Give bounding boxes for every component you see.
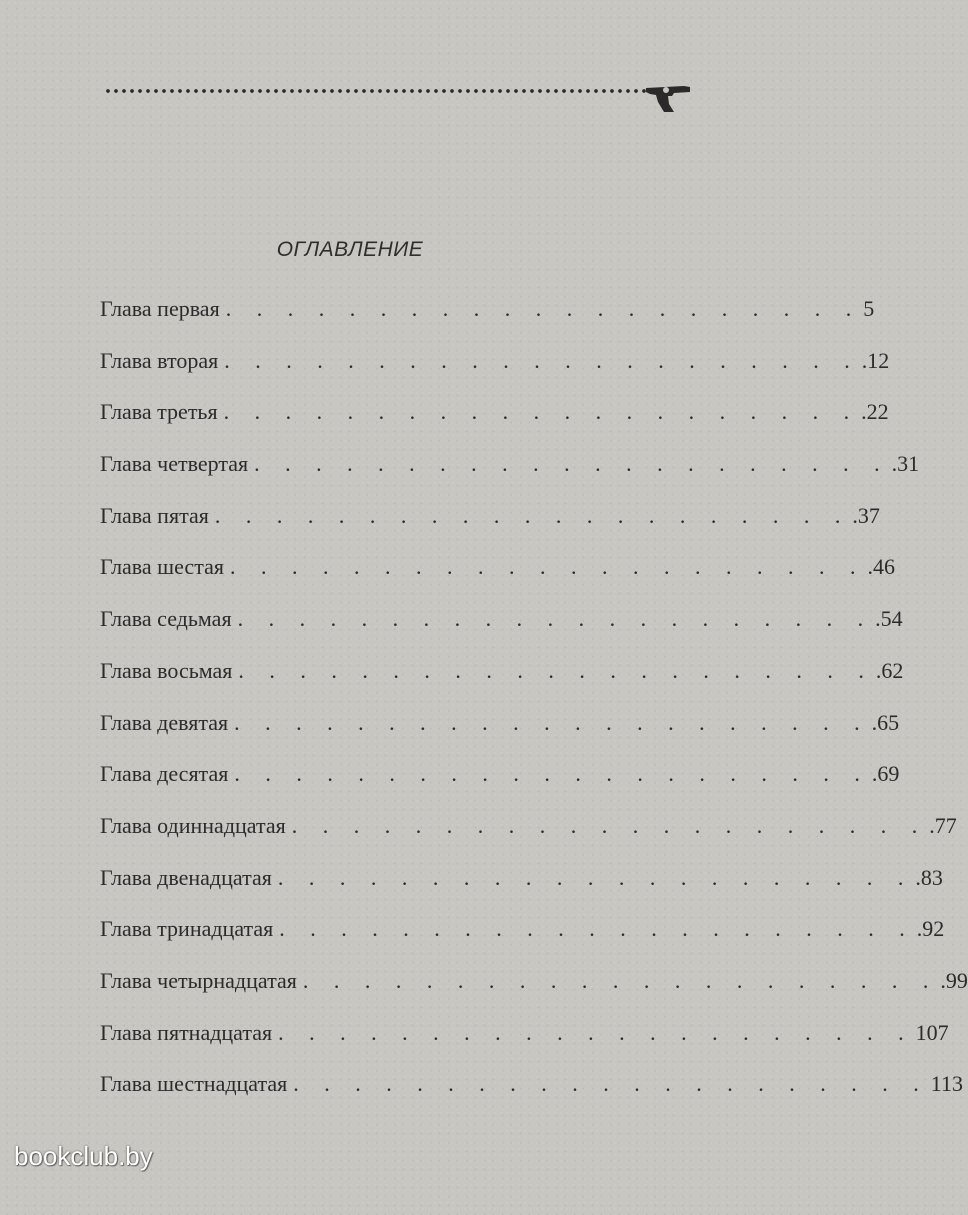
revolver-icon — [644, 78, 694, 114]
toc-entry-page: .62 — [875, 657, 904, 683]
toc-entry-leader: . . . . . . . . . . . . . . . . . . . . . — [302, 967, 939, 993]
toc-entry-page: .46 — [867, 554, 895, 580]
toc-entry-leader: . . . . . . . . . . . . . . . . . . . . . — [293, 1071, 929, 1097]
toc-entry-page: 107 — [915, 1019, 949, 1045]
toc-entry-page: 113 — [930, 1071, 963, 1097]
toc-entry-label: Глава четырнадцатая — [100, 967, 297, 993]
toc-entry-leader: . . . . . . . . . . . . . . . . . . . . . — [291, 812, 928, 838]
toc-entry-leader: . . . . . . . . . . . . . . . . . . . . . — [234, 761, 870, 787]
toc-entry-page: .65 — [871, 709, 900, 735]
toc-entry — [100, 296, 875, 348]
toc-entry-page: .22 — [861, 399, 889, 425]
toc-entry — [100, 657, 904, 710]
toc-entry-label: Глава девятая — [100, 709, 229, 735]
toc-entry — [100, 1019, 949, 1072]
toc-entry-label: Глава вторая — [100, 347, 219, 373]
toc-entry — [100, 916, 945, 968]
toc-entry-leader: . . . . . . . . . . . . . . . . . . . . . — [237, 606, 874, 632]
toc-entry-label: Глава десятая — [100, 761, 229, 787]
toc-entry-leader: . . . . . . . . . . . . . . . . . . . . . — [214, 502, 851, 528]
toc-entry-leader: . . . . . . . . . . . . . . . . . . . . . — [238, 657, 874, 683]
toc-entry-leader: . . . . . . . . . . . . . . . . . . . . . — [279, 916, 915, 942]
toc-entry — [100, 399, 889, 451]
toc-entry-label: Глава пятая — [100, 502, 209, 528]
toc-entry-label: Глава четвертая — [100, 451, 249, 477]
toc-entry-label: Глава шестнадцатая — [100, 1071, 288, 1097]
toc-entry-page: .77 — [929, 812, 957, 838]
toc-entry-label: Глава одиннадцатая — [100, 812, 286, 838]
toc-entry-label: Глава тринадцатая — [100, 916, 274, 942]
toc-entry-label: Глава двенадцатая — [100, 864, 272, 890]
toc-entry-page: .83 — [915, 864, 943, 890]
toc-entry-label: Глава первая — [100, 296, 220, 321]
toc-entry-leader: . . . . . . . . . . . . . . . . . . . . . — [254, 451, 890, 477]
dotted-header-rule — [104, 88, 652, 94]
toc-entry-leader: . . . . . . . . . . . . . . . . . . . . . — [234, 709, 870, 735]
toc-entry — [100, 864, 943, 917]
toc-entry-label: Глава шестая — [100, 554, 224, 580]
toc-list — [100, 296, 968, 1123]
toc-entry-label: Глава седьмая — [100, 606, 232, 632]
toc-entry-leader: . . . . . . . . . . . . . . . . . . . . . — [223, 399, 860, 425]
watermark-text: bookclub.by — [14, 1141, 153, 1171]
toc-entry-label: Глава пятнадцатая — [100, 1019, 273, 1045]
toc-entry — [100, 347, 890, 400]
toc-entry-page: 5 — [863, 296, 875, 321]
toc-entry-page: .92 — [916, 916, 945, 942]
toc-entry-leader: . . . . . . . . . . . . . . . . . . . . . — [225, 296, 862, 321]
toc-entry — [100, 606, 903, 658]
toc-entry — [100, 451, 920, 503]
toc-entry — [100, 812, 957, 865]
toc-entry-page: .69 — [871, 761, 900, 787]
toc-entry-leader: . . . . . . . . . . . . . . . . . . . . . — [224, 347, 860, 373]
toc-entry — [100, 761, 900, 813]
toc-entry-leader: . . . . . . . . . . . . . . . . . . . . . — [277, 864, 914, 890]
toc-entry-page: .37 — [852, 502, 880, 528]
toc-entry-label: Глава третья — [100, 399, 218, 425]
toc-entry — [100, 502, 880, 555]
toc-entry-leader: . . . . . . . . . . . . . . . . . . . . . — [229, 554, 866, 580]
toc-title: ОГЛАВЛЕНИЕ — [276, 238, 424, 261]
toc-entry-page: .99 — [940, 967, 968, 993]
toc-entry-page: .12 — [861, 347, 890, 373]
toc-entry-label: Глава восьмая — [100, 657, 233, 683]
toc-entry-leader: . . . . . . . . . . . . . . . . . . . . . — [278, 1019, 914, 1045]
toc-entry — [100, 554, 895, 606]
toc-entry-page: .54 — [875, 606, 903, 632]
toc-entry — [100, 1071, 963, 1123]
toc-entry — [100, 709, 900, 762]
toc-entry — [100, 967, 968, 1020]
toc-entry-page: .31 — [891, 451, 920, 477]
